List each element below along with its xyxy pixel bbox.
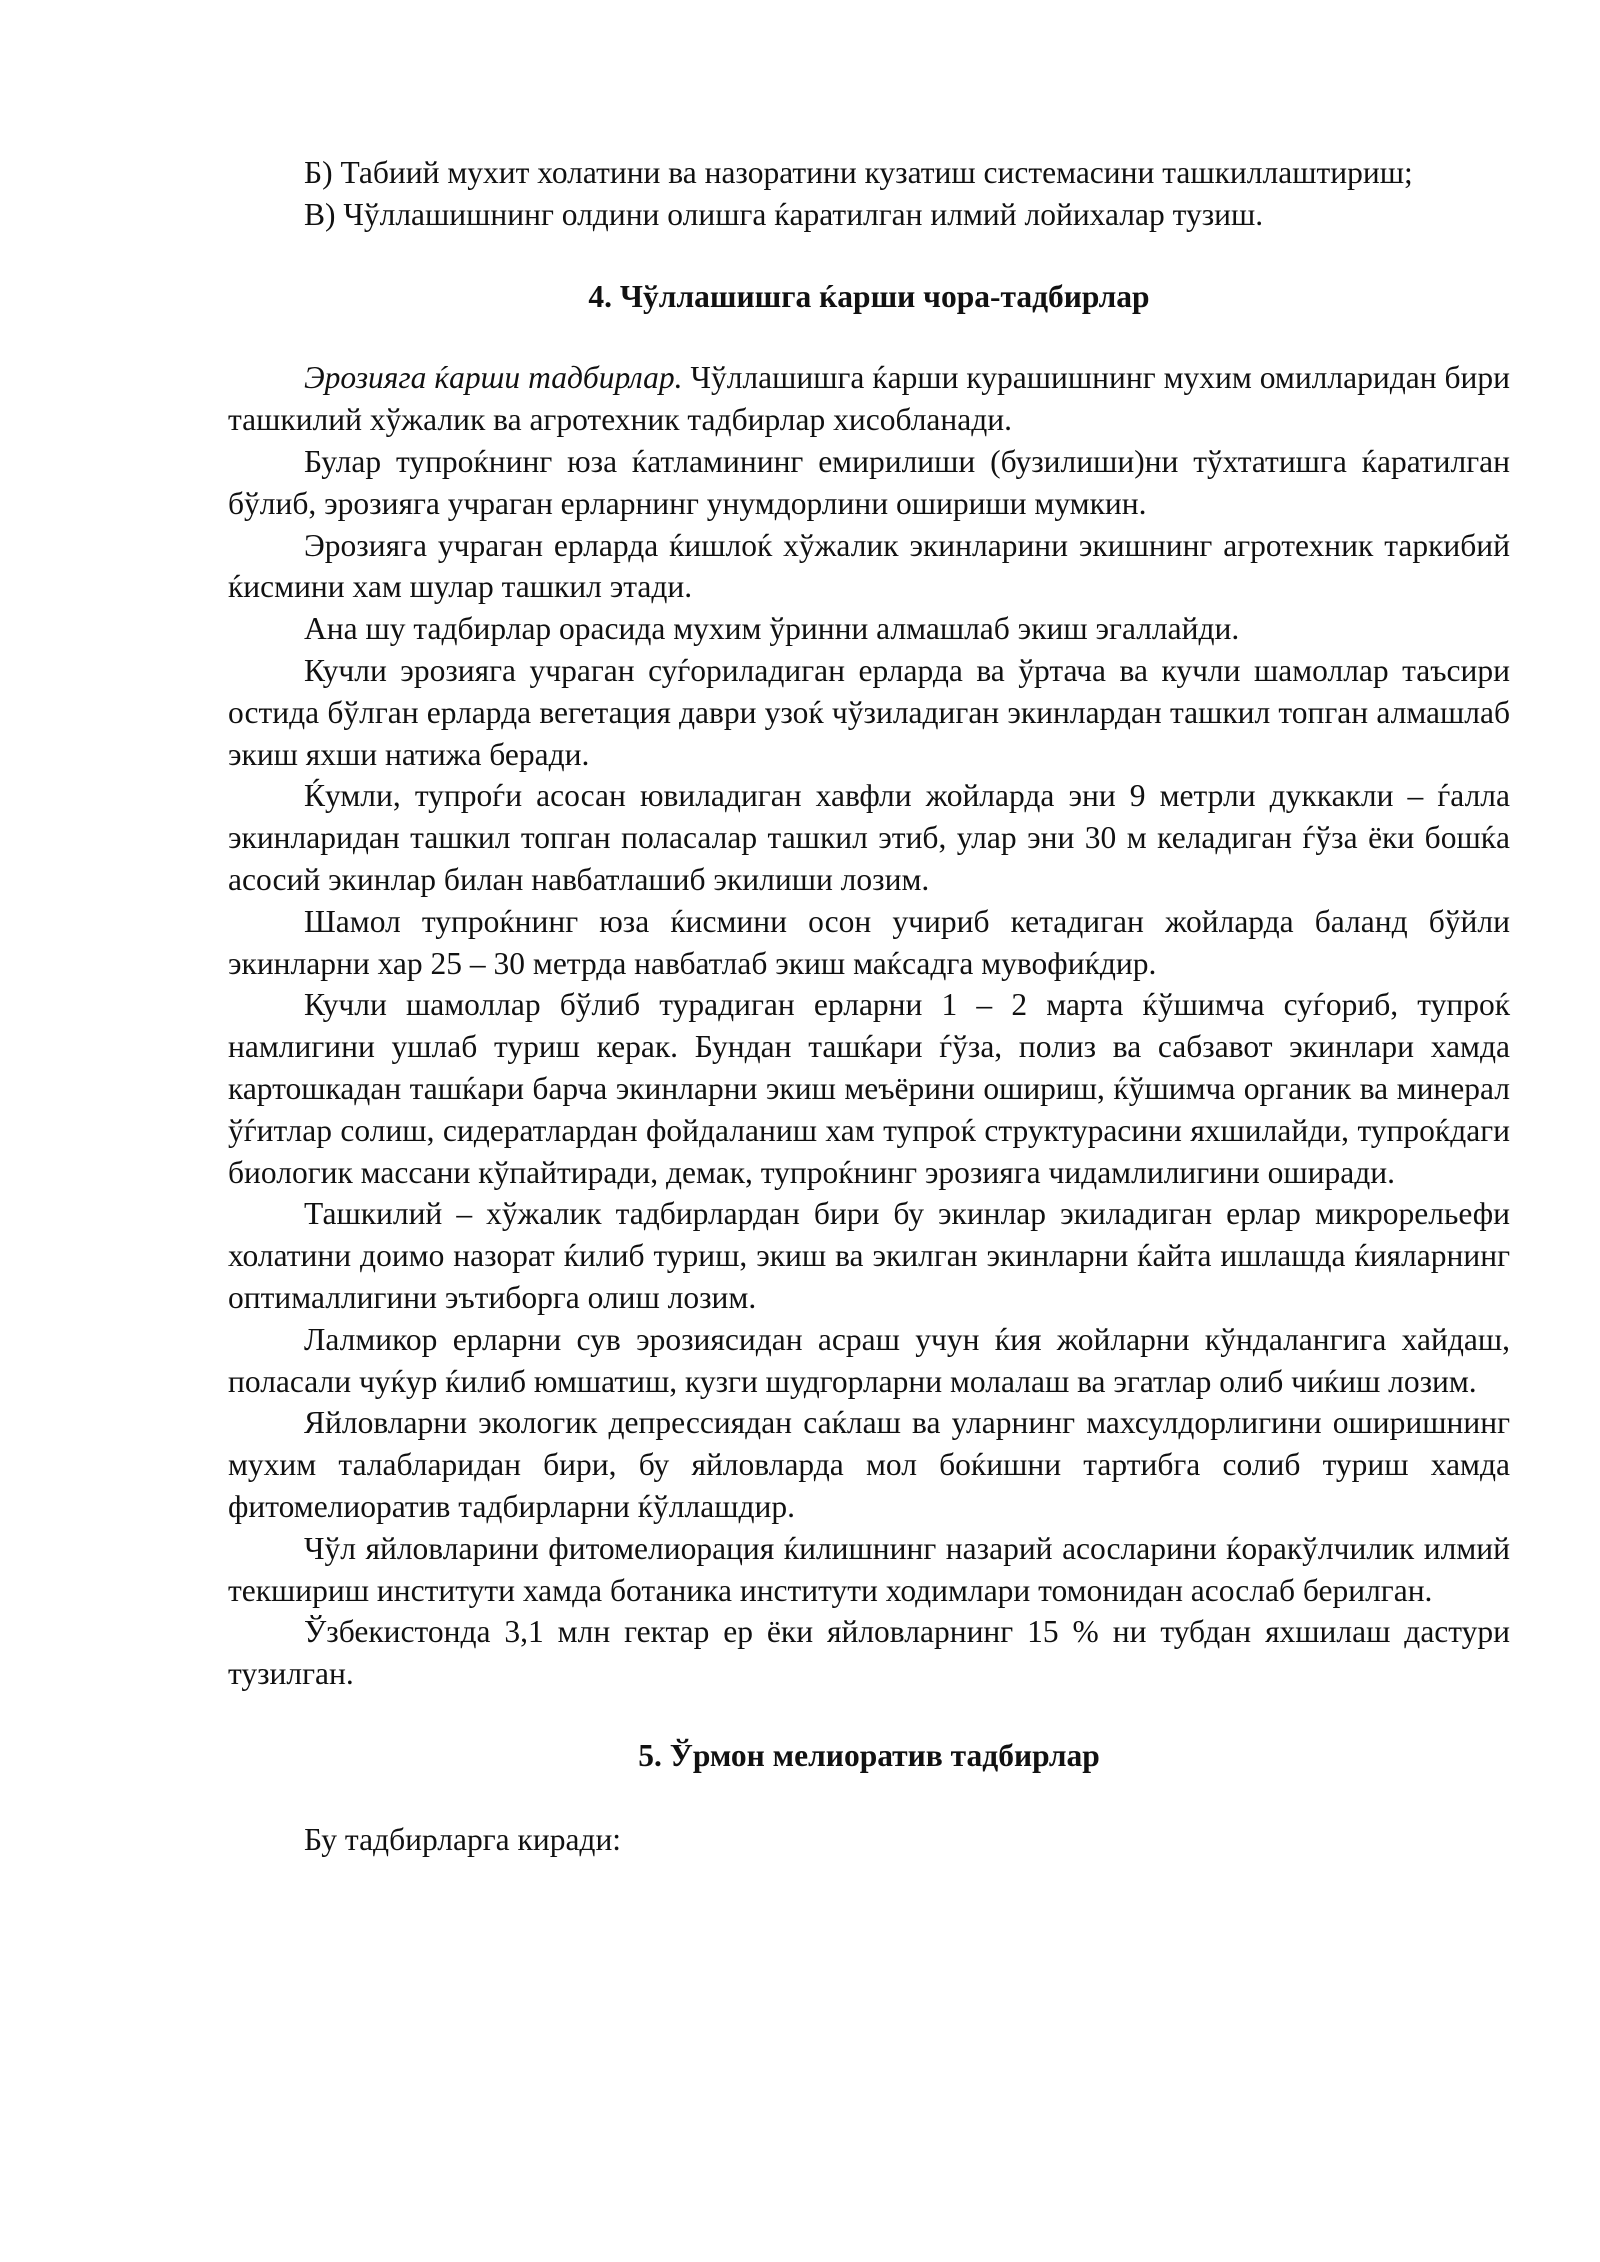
paragraph-v: В) Чўллашишнинг олдини олишга ќаратилган илмий лойихалар тузиш. <box>304 196 1264 232</box>
paragraph: Яйловларни экологик депрессиядан саќлаш ва уларнинг махсулдорлигини оширишнинг мухим талабларидан бири, бу яйловларда мол боќишни тартибга солиб туриш хамда фитомелиоратив тадбирларни ќўллашдир. <box>228 1405 1510 1524</box>
lead-text: Чўллашишга ќарши курашишнинг мухим омилларидан бири ташкилий хўжалик ва агротехник тадбирлар хисобланади. <box>228 360 1511 438</box>
section-5-heading: 5. Ўрмон мелиоратив тадбирлар <box>638 1737 1100 1773</box>
section-4-heading: 4. Чўллашишга ќарши чора-тадбирлар <box>588 278 1150 314</box>
lead-italic-text: Эрозияга ќарши тадбирлар. <box>304 360 683 396</box>
paragraph: Шамол тупроќнинг юза ќисмини осон учириб кетадиган жойларда баланд бўйли экинларни хар 25 – 30 метрда навбатлаб экиш маќсадга мувофиќдир. <box>228 903 1510 981</box>
paragraph: Лалмикор ерларни сув эрозиясидан асраш учун ќия жойларни кўндалангига хайдаш, поласали чуќур ќилиб юмшатиш, кузги шудгорларни молалаш ва эгатлар олиб чиќиш лозим. <box>228 1321 1510 1399</box>
paragraph: Булар тупроќнинг юза ќатламининг емирилиши (бузилиши)ни тўхтатишга ќаратилган бўлиб, эрозияга учраган ерларнинг унумдорлини ошириши мумкин. <box>228 443 1510 521</box>
paragraph-b: Б) Табиий мухит холатини ва назоратини кузатиш системасини ташкиллаштириш; <box>304 155 1413 190</box>
paragraph: Чўл яйловларини фитомелиорация ќилишнинг назарий асосларини ќоракўлчилик илмий текшириш институти хамда ботаника институти ходимлари томонидан асослаб берилган. <box>228 1530 1510 1608</box>
paragraph: Кучли эрозияга учраган суѓориладиган ерларда ва ўртача ва кучли шамоллар таъсири остида бўлган ерларда вегетация даври узоќ чўзиладиган экинлардан ташкил топган алмашлаб экиш яхши натижа беради. <box>228 652 1510 772</box>
paragraph: Ташкилий – хўжалик тадбирлардан бири бу экинлар экиладиган ерлар микрорельефи холатини доимо назорат ќилиб туриш, экиш ва экилган экинларни ќайта ишлашда ќияларнинг оптималлигини эътиборга олиш лозим. <box>228 1196 1510 1315</box>
paragraph: Ќумли, тупроѓи асосан ювиладиган хавфли жойларда эни 9 метрли дуккакли – ѓалла экинларидан ташкил топган поласалар ташкил этиб, улар эни 30 м келадиган ѓўза ёки бошќа асосий экинлар билан навбатлашиб экилиши лозим. <box>228 778 1510 897</box>
paragraph: Ўзбекистонда 3,1 млн гектар ер ёки яйловларнинг 15 % ни тубдан яхшилаш дастури тузилган. <box>228 1614 1510 1692</box>
paragraph-lead <box>228 357 1510 441</box>
paragraph: Кучли шамоллар бўлиб турадиган ерларни 1 – 2 марта ќўшимча суѓориб, тупроќ намлигини ушлаб туриш керак. Бундан ташќари ѓўза, полиз ва сабзавот экинлари хамда картошкадан ташќари барча экинларни экиш меъёрини ошириш, ќўшимча органик ва минерал ўѓитлар солиш, сидератлардан фойдаланиш хам тупроќ структурасини яхшилайди, тупроќдаги биологик массани кўпайтиради, демак, тупроќнинг эрозияга чидамлилигини оширади. <box>228 987 1510 1190</box>
paragraph: Эрозияга учраган ерларда ќишлоќ хўжалик экинларини экишнинг агротехник таркибий ќисмини хам шулар ташкил этади. <box>228 527 1510 605</box>
paragraph-intro: Бу тадбирларга киради: <box>304 1821 622 1857</box>
paragraph: Ана шу тадбирлар орасида мухим ўринни алмашлаб экиш эгаллайди. <box>304 611 1240 647</box>
